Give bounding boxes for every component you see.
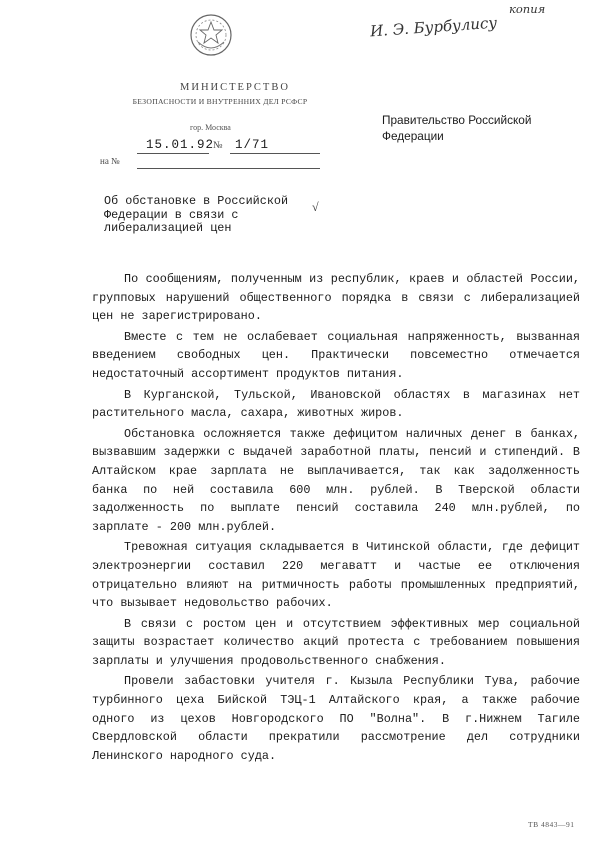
body-paragraph: Обстановка осложняется также дефицитом наличных денег в банках, вызвавшим задержки с выдачей заработной платы, пенсий и стипендий. В Алтайском крае зарплата не выплачивается, так как задолженность банка по ней составила 600 млн. рублей. В Тверской области задолженность по выплате пенсий составила 240 млн.рублей, по зарплате - 200 млн.рублей. (92, 426, 580, 534)
reply-to-underline (137, 168, 320, 169)
check-mark-icon: √ (312, 200, 319, 214)
body-paragraph: Вместе с тем не ослабевает социальная напряженность, вызванная введением свободных цен. Практически повсеместно отмечается недостаточный ассортимент продуктов питания. (92, 329, 580, 381)
body-paragraph: Провели забастовки учителя г. Кызыла Республики Тува, рабочие турбинного цеха Бийской ТЭЦ-1 Алтайского края, а также рабочие одного из цехов Новгородского ПО "Волна". В г.Нижнем Тагиле Свердловской области прекратили рассмотрение дел сотрудники Ленинского народного суда. (92, 674, 580, 763)
body-paragraph: По сообщениям, полученным из республик, краев и областей России, групповых нарушений общественного порядка в связи с либерализацией цен не зарегистрировано. (92, 272, 580, 324)
city-label: гор. Москва (190, 123, 231, 132)
body-paragraph: В связи с ростом цен и отсутствием эффективных мер социальной защиты возрастает количество акций протеста с требованием повышения зарплаты и улучшения продовольственного снабжения. (92, 616, 580, 668)
document-body (92, 270, 580, 767)
ministry-name: МИНИСТЕРСТВО (180, 82, 290, 93)
handwritten-addressee-note: И. Э. Бурбулису (369, 13, 498, 41)
addressee: Правительство Российской Федерации (382, 113, 532, 143)
document-number: 1/71 (235, 138, 270, 152)
ministry-full-name: БЕЗОПАСНОСТИ И ВНУТРЕННИХ ДЕЛ РСФСР (132, 97, 308, 106)
print-stamp: ТВ 4843—91 (528, 820, 575, 829)
reply-to-label: на № (100, 156, 120, 166)
number-underline (230, 153, 320, 154)
state-emblem-icon (188, 12, 234, 58)
body-paragraph: В Курганской, Тульской, Ивановской областях в магазинах нет растительного масла, сахара, животных жиров. (92, 387, 580, 421)
body-paragraph: Тревожная ситуация складывается в Читинской области, где дефицит электроэнергии составил 220 мегаватт и частые ее отключения отрицательно влияют на ритмичность работы промышленных предприятий, что вызывает недовольство рабочих. (92, 540, 580, 611)
document-subject: Об обстановке в Российской Федерации в связи с либерализацией цен (104, 194, 289, 235)
date-underline (137, 153, 209, 154)
copy-note: копия (509, 2, 546, 16)
document-date: 15.01.92 (146, 138, 215, 152)
number-sign: № (213, 140, 223, 151)
